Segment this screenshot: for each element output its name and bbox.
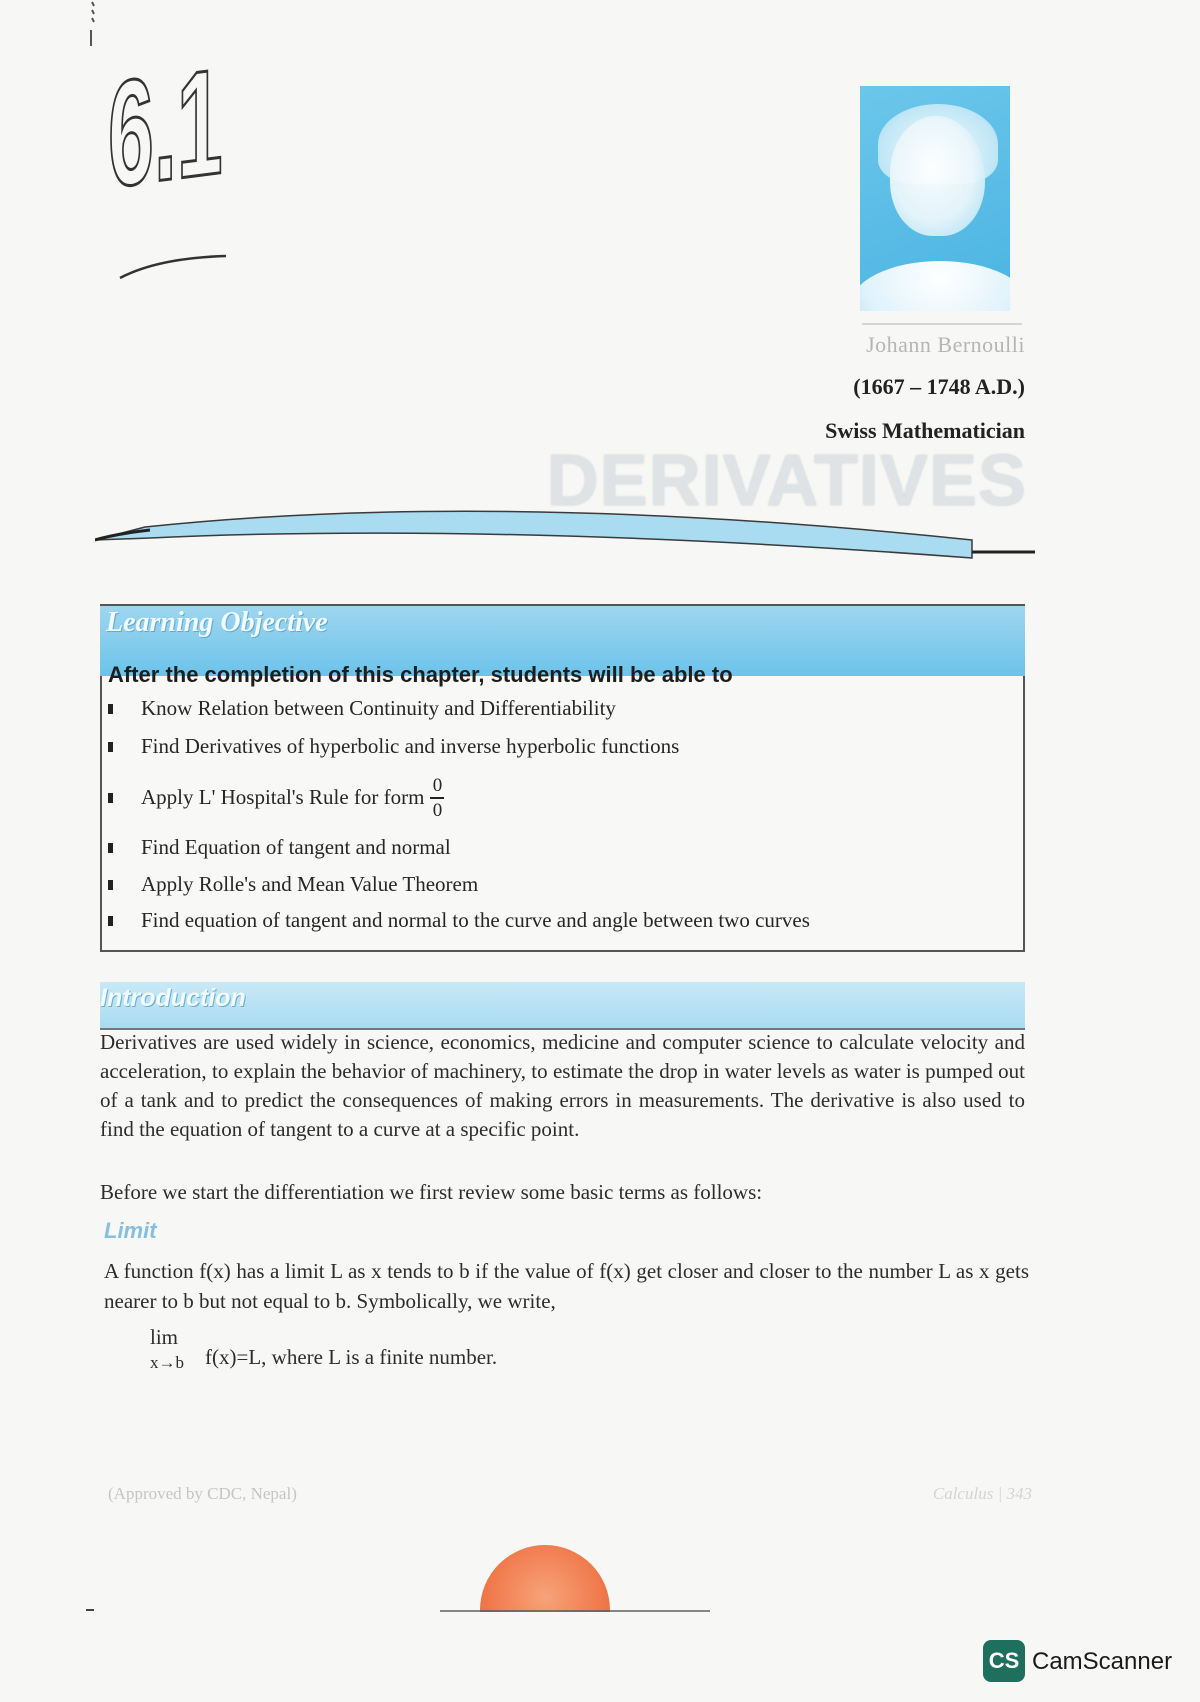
mathematician-dates: (1667 – 1748 A.D.) xyxy=(853,374,1025,399)
chapter-title: DERIVATIVES xyxy=(546,441,1027,521)
orb-mask xyxy=(400,1612,700,1702)
objective-text: Apply L' Hospital's Rule for form xyxy=(141,785,425,810)
objective-item xyxy=(108,696,616,721)
objective-item xyxy=(108,908,810,933)
footer-approval: (Approved by CDC, Nepal) xyxy=(108,1484,297,1503)
mathematician-name: Johann Bernoulli xyxy=(866,332,1025,357)
objective-item xyxy=(108,734,679,759)
bullet-icon xyxy=(108,704,113,714)
introduction-heading: Introduction xyxy=(100,984,246,1012)
camscanner-name: CamScanner xyxy=(1032,1648,1173,1675)
objective-item xyxy=(108,872,478,897)
bullet-icon xyxy=(108,742,113,752)
mathematician-title: Swiss Mathematician xyxy=(825,418,1025,443)
limit-expression: f(x)=L, where L is a finite number. xyxy=(205,1345,498,1369)
left-margin-tick xyxy=(86,1609,94,1611)
mathematician-portrait xyxy=(860,86,1010,311)
objective-text: Apply Rolle's and Mean Value Theorem xyxy=(141,872,479,896)
portrait-divider xyxy=(862,323,1022,325)
objective-text: Find equation of tangent and normal to the curve and angle between two curves xyxy=(141,908,810,932)
introduction-paragraph: Derivatives are used widely in science, economics, medicine and computer science to calculate velocity and acceleration, to explain the behavior of machinery, to estimate the drop in water levels as water is pumped out of a tank and to predict the consequences of making errors in measurements. The derivative is also used to find the equation of tangent to a curve at a specific point. xyxy=(100,1030,1025,1141)
objective-text: Find Equation of tangent and normal xyxy=(141,835,451,859)
learning-objective-heading: Learning Objective xyxy=(106,607,328,638)
fraction-denominator: 0 xyxy=(432,799,443,821)
bullet-icon xyxy=(108,793,113,803)
objective-item xyxy=(108,776,444,820)
limit-subscript: x→b xyxy=(150,1353,184,1372)
title-decorative-band xyxy=(95,500,1035,570)
bullet-icon xyxy=(108,880,113,890)
scan-edge-marks xyxy=(84,0,104,50)
camscanner-logo-icon: CS xyxy=(983,1640,1025,1682)
bullet-icon xyxy=(108,843,113,853)
objective-item xyxy=(108,835,451,860)
chapter-number-underline xyxy=(118,250,228,280)
zero-over-zero-fraction xyxy=(430,776,444,820)
review-sentence: Before we start the differentiation we first review some basic terms as follows: xyxy=(100,1180,763,1204)
objective-intro: After the completion of this chapter, students will be able to xyxy=(108,662,733,687)
objective-text: Find Derivatives of hyperbolic and inverse hyperbolic functions xyxy=(141,734,680,758)
limit-heading: Limit xyxy=(104,1218,157,1243)
bottom-rule xyxy=(440,1610,710,1612)
limit-operator: lim xyxy=(150,1325,179,1349)
limit-paragraph: A function f(x) has a limit L as x tends to b if the value of f(x) get closer and closer to the number L as x gets nearer to b but not equal to b. Symbolically, we write, xyxy=(104,1259,1029,1313)
fraction-numerator: 0 xyxy=(432,775,443,796)
chapter-number: 6.1 xyxy=(108,36,223,219)
objective-text: Know Relation between Continuity and Differentiability xyxy=(141,696,616,720)
bullet-icon xyxy=(108,916,113,926)
footer-page-number: Calculus | 343 xyxy=(932,1484,1032,1503)
